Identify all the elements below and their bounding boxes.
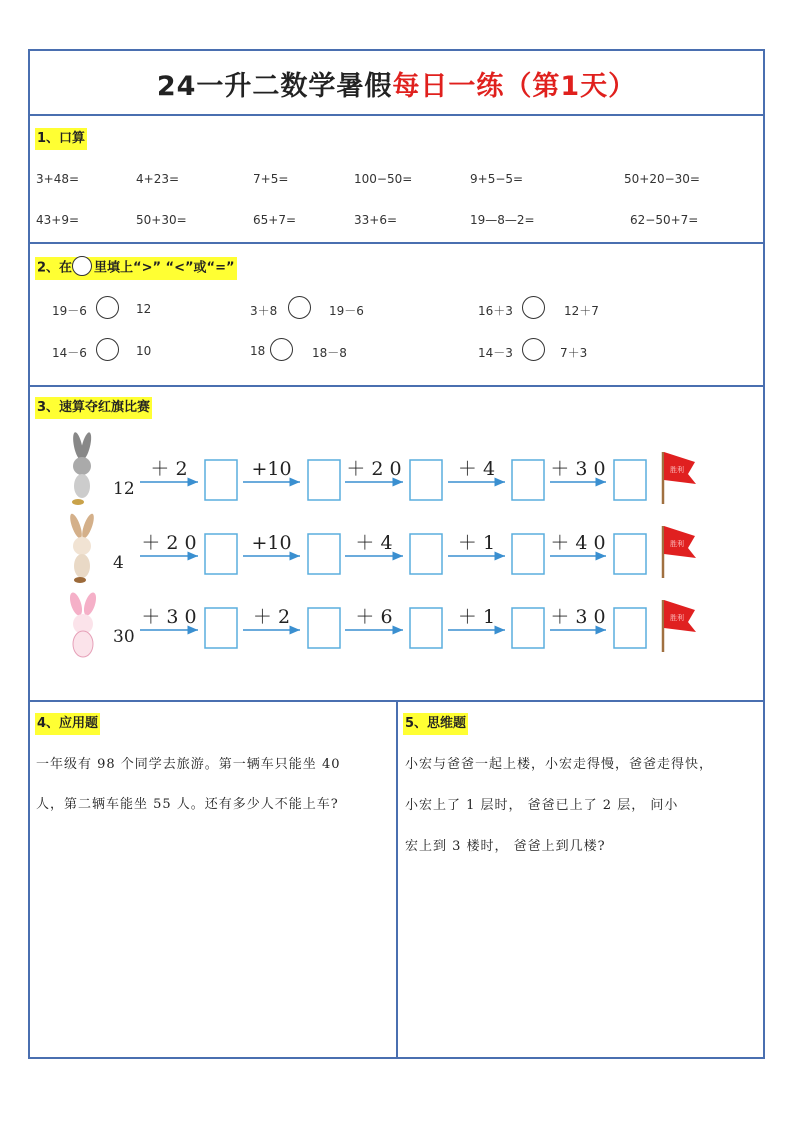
compare-right: 7＋3	[560, 346, 588, 360]
calc-item: 50+30=	[136, 213, 187, 227]
divider-title	[28, 114, 765, 116]
rabbit-icon	[68, 591, 99, 657]
word-problem-line: 人，第二辆车能坐 55 人。还有多少人不能上车?	[36, 797, 339, 812]
race-operation-label: ＋ 2	[150, 458, 188, 480]
page-title	[30, 52, 763, 114]
answer-box[interactable]	[614, 460, 646, 500]
section4-heading: 4、应用题	[35, 713, 100, 735]
compare-circle[interactable]	[522, 296, 545, 319]
compare-right: 12＋7	[564, 304, 599, 318]
thinking-problem-line: 小宏与爸爸一起上楼，小宏走得慢，爸爸走得快，	[405, 757, 714, 772]
answer-box[interactable]	[410, 608, 442, 648]
section2-heading-post: 里填上“>” “<”或“=”	[94, 260, 235, 276]
calc-item: 33+6=	[354, 213, 398, 227]
answer-box[interactable]	[308, 608, 340, 648]
word-problem-line: 一年级有 98 个同学去旅游。第一辆车只能坐 40	[36, 757, 341, 772]
compare-circle[interactable]	[288, 296, 311, 319]
answer-box[interactable]	[614, 534, 646, 574]
blank-circle-icon	[72, 256, 92, 276]
title-red: 每日一练（第1天）	[392, 70, 637, 102]
compare-right: 18－8	[312, 346, 347, 360]
calc-item: 19—8—2=	[470, 213, 535, 227]
race-start-number: 30	[113, 627, 135, 647]
compare-right: 10	[136, 344, 152, 358]
compare-right: 19－6	[329, 304, 364, 318]
race-operation-label: ＋ 2	[252, 606, 291, 628]
title-black: 24一升二数学暑假	[156, 70, 393, 102]
compare-circle[interactable]	[96, 296, 119, 319]
section3-heading: 3、速算夺红旗比赛	[35, 397, 152, 419]
thinking-problem-line: 宏上到 3 楼时， 爸爸上到几楼?	[405, 839, 606, 854]
compare-left: 18	[250, 344, 266, 358]
rabbit-icon	[71, 431, 93, 505]
answer-box[interactable]	[410, 460, 442, 500]
compare-left: 3＋8	[250, 304, 278, 318]
answer-box[interactable]	[614, 608, 646, 648]
section2-heading	[35, 257, 237, 280]
calc-item: 43+9=	[36, 213, 80, 227]
race-operation-label: +10	[251, 532, 292, 554]
compare-left: 19－6	[52, 304, 87, 318]
rabbit-icon	[68, 512, 96, 583]
answer-box[interactable]	[205, 460, 237, 500]
divider-s1	[28, 242, 765, 244]
section2-heading-pre: 2、在	[37, 260, 73, 276]
calc-item: 4+23=	[136, 172, 180, 186]
answer-box[interactable]	[205, 608, 237, 648]
flag-text: 胜利	[670, 614, 684, 622]
thinking-problem-line: 小宏上了 1 层时， 爸爸已上了 2 层， 问小	[405, 798, 679, 813]
compare-circle[interactable]	[270, 338, 293, 361]
compare-left: 14－3	[478, 346, 513, 360]
race-operation-label: ＋ 3 0	[550, 458, 606, 480]
calc-item: 7+5=	[253, 172, 289, 186]
race-operation-label: ＋ 4	[355, 532, 393, 554]
section1-heading: 1、口算	[35, 128, 87, 150]
answer-box[interactable]	[308, 460, 340, 500]
race-operation-label: ＋ 6	[355, 606, 393, 628]
answer-box[interactable]	[308, 534, 340, 574]
section5-heading: 5、思维题	[403, 713, 468, 735]
race-operation-label: ＋ 2 0	[346, 458, 402, 480]
race-operation-label: ＋ 4 0	[550, 532, 606, 554]
race-start-number: 12	[113, 479, 135, 499]
compare-circle[interactable]	[96, 338, 119, 361]
calc-item: 65+7=	[253, 213, 297, 227]
compare-left: 16＋3	[478, 304, 513, 318]
calc-item: 100−50=	[354, 172, 413, 186]
compare-right: 12	[136, 302, 152, 316]
race-operation-label: ＋ 4	[457, 458, 496, 480]
race-operation-label: ＋ 2 0	[141, 532, 197, 554]
answer-box[interactable]	[205, 534, 237, 574]
calc-item: 62−50+7=	[630, 213, 699, 227]
race-operation-label: ＋ 1	[457, 532, 496, 554]
race-operation-label: +10	[251, 458, 292, 480]
compare-circle[interactable]	[522, 338, 545, 361]
answer-box[interactable]	[512, 608, 544, 648]
divider-s4-s5	[396, 700, 398, 1059]
race-diagram	[0, 420, 793, 720]
race-operation-label: ＋ 1	[457, 606, 496, 628]
answer-box[interactable]	[410, 534, 442, 574]
flag-text: 胜利	[670, 466, 684, 474]
compare-left: 14－6	[52, 346, 87, 360]
race-start-number: 4	[113, 553, 124, 573]
divider-s2	[28, 385, 765, 387]
race-operation-label: ＋ 3 0	[550, 606, 606, 628]
calc-item: 3+48=	[36, 172, 80, 186]
flag-text: 胜利	[670, 540, 684, 548]
answer-box[interactable]	[512, 460, 544, 500]
calc-item: 9+5−5=	[470, 172, 524, 186]
calc-item: 50+20−30=	[624, 172, 700, 186]
answer-box[interactable]	[512, 534, 544, 574]
race-operation-label: ＋ 3 0	[141, 606, 197, 628]
